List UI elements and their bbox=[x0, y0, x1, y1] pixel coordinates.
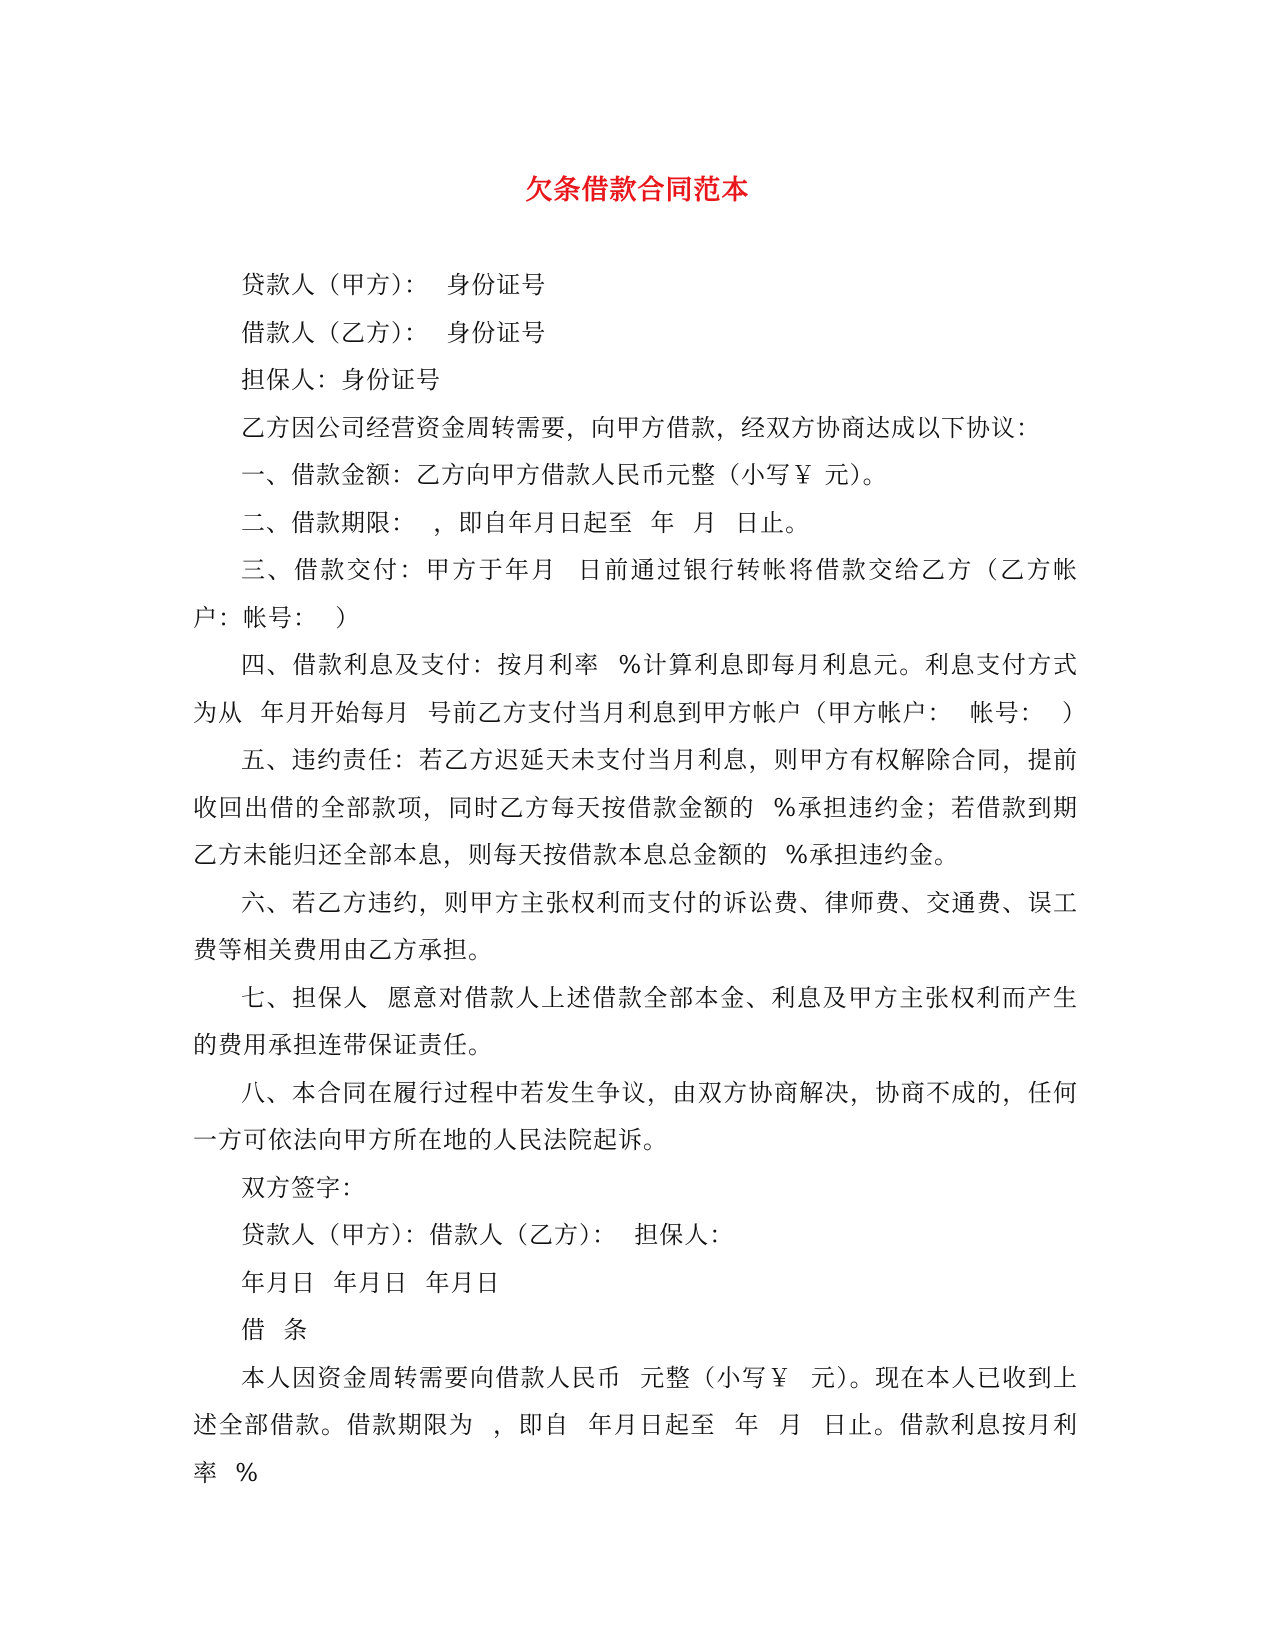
paragraph-guarantor: 担保人：身份证号 bbox=[241, 366, 441, 394]
clause-3-delivery: 三、借款交付：甲方于年月 日前通过银行转帐将借款交给乙方（乙方帐户：帐号： ） bbox=[193, 556, 1078, 632]
clause-7-guarantee: 七、担保人 愿意对借款人上述借款全部本金、利息及甲方主张权利而产生的费用承担连带保证责任。 bbox=[193, 983, 1078, 1059]
paragraph-borrower: 借款人（乙方）： 身份证号 bbox=[241, 318, 547, 347]
paragraph-lender: 贷款人（甲方）： 身份证号 bbox=[241, 271, 547, 299]
clause-8-dispute: 八、本合同在履行过程中若发生争议，由双方协商解决，协商不成的，任何一方可依法向甲方所在地的人民法院起诉。 bbox=[193, 1078, 1078, 1154]
document-body bbox=[193, 262, 1088, 1497]
clause-5-liability: 五、违约责任：若乙方迟延天未支付当月利息，则甲方有权解除合同，提前收回出借的全部款项，同时乙方每天按借款金额的 %承担违约金；若借款到期乙方未能归还全部本息，则每天按借款本息总金额的 %承担违约金。 bbox=[193, 746, 1078, 869]
document-title: 欠条借款合同范本 bbox=[525, 175, 750, 206]
signature-heading: 双方签字： bbox=[241, 1173, 366, 1202]
clause-4-interest: 四、借款利息及支付：按月利率 %计算利息即每月利息元。利息支付方式为从 年月开始每月 号前乙方支付当月利息到甲方帐户（甲方帐户： 帐号： ） bbox=[193, 651, 1088, 727]
signature-parties: 贷款人（甲方）：借款人（乙方）： 担保人： bbox=[241, 1221, 735, 1249]
clause-6-costs: 六、若乙方违约，则甲方主张权利而支付的诉讼费、律师费、交通费、误工费等相关费用由乙方承担。 bbox=[193, 888, 1078, 964]
clause-1-amount: 一、借款金额：乙方向甲方借款人民币元整（小写￥ 元）。 bbox=[241, 461, 888, 489]
signature-dates: 年月日 年月日 年月日 bbox=[241, 1268, 501, 1297]
iou-body: 本人因资金周转需要向借款人民币 元整（小写￥ 元）。现在本人已收到上述全部借款。借款期限为 ，即自 年月日起至 年 月 日止。借款利息按月利率 % bbox=[193, 1363, 1078, 1487]
iou-heading: 借 条 bbox=[241, 1316, 309, 1344]
clause-2-term: 二、借款期限： ，即自年月日起至 年 月 日止。 bbox=[241, 508, 811, 537]
paragraph-intro: 乙方因公司经营资金周转需要，向甲方借款，经双方协商达成以下协议： bbox=[241, 413, 1041, 442]
